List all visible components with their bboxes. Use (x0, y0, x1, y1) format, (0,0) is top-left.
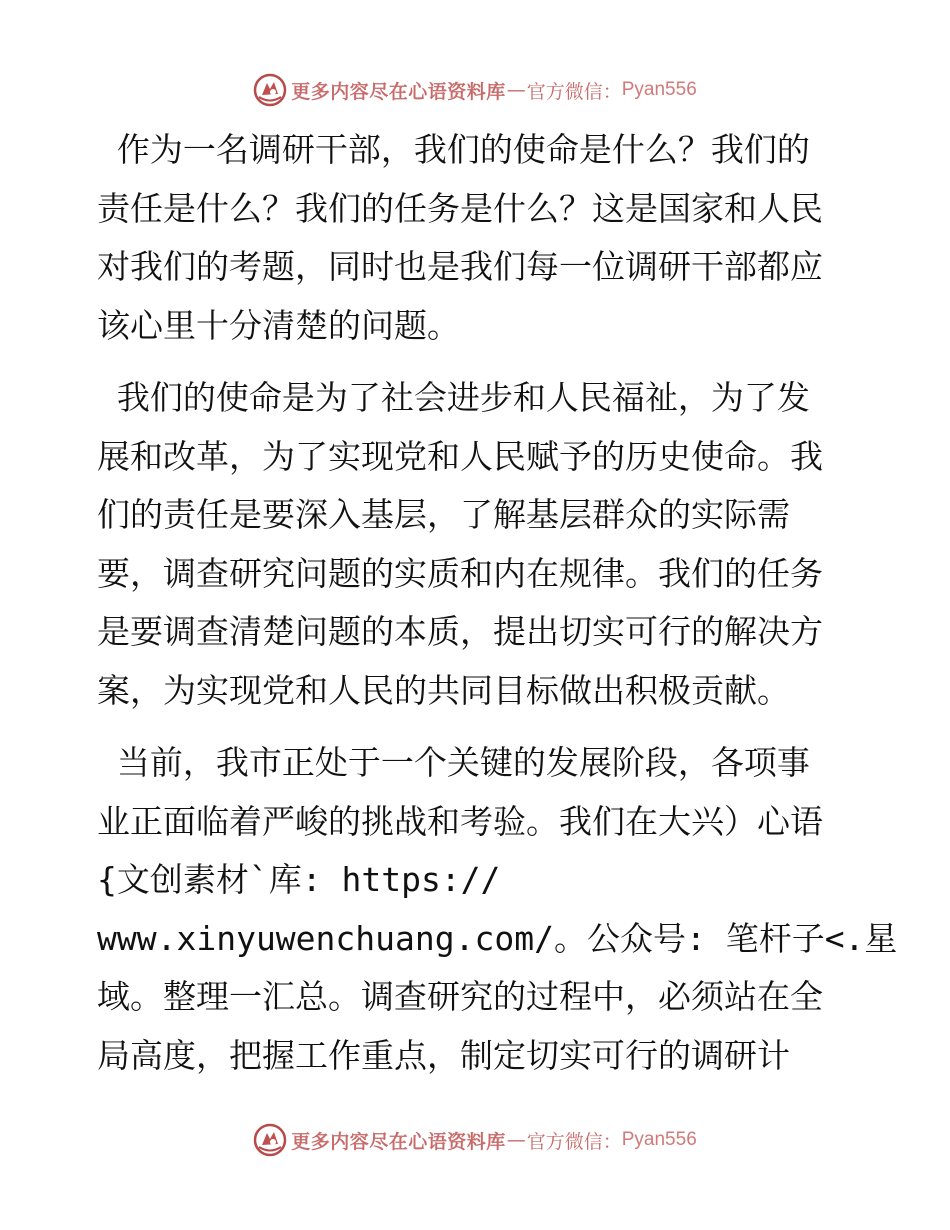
fox-logo-icon (253, 73, 287, 107)
text-line: 域。整理一汇总。调查研究的过程中，必须站在全 (97, 977, 823, 1016)
paragraph-1 (97, 121, 849, 355)
banner-dash: — (506, 79, 526, 101)
text-line: {文创素材`库: https:// (97, 860, 501, 899)
text-line: 是要调查清楚问题的本质，提出切实可行的解决方 (97, 612, 823, 651)
text-line: 责任是什么？我们的任务是什么？这是国家和人民 (97, 188, 823, 228)
banner-wechat-label: 官方微信： (526, 80, 622, 103)
text-line: 案，为实现党和人民的共同目标做出积极贡献。 (97, 670, 790, 710)
text-line: 我们的使命是为了社会进步和人民福祉，为了发 (97, 378, 810, 417)
banner-wechat-id: Pyan556 (621, 79, 697, 100)
fox-logo-icon (253, 1123, 287, 1157)
text-line: 们的责任是要深入基层，了解基层群众的实际需 (97, 495, 790, 534)
banner-brand-text: 更多内容尽在心语资料库 (291, 80, 506, 103)
body-text (97, 121, 898, 1099)
paragraph-3 (97, 734, 898, 1085)
footer-banner (0, 1122, 950, 1158)
text-line: 局高度，把握工作重点，制定切实可行的调研计 (97, 1035, 790, 1075)
text-line: 该心里十分清楚的问题。 (97, 305, 460, 345)
text-line: 当前，我市正处于一个关键的发展阶段，各项事 (97, 743, 810, 782)
paragraph-2 (97, 369, 849, 720)
text-line: 对我们的考题，同时也是我们每一位调研干部都应 (97, 247, 823, 286)
text-line: 要，调查研究问题的实质和内在规律。我们的任务 (97, 553, 823, 593)
header-banner (0, 72, 950, 108)
banner-wechat-label: 官方微信： (526, 1130, 622, 1153)
banner-wechat-id: Pyan556 (621, 1129, 697, 1150)
text-line: 业正面临着严峻的挑战和考验。我们在大兴）心语 (97, 801, 823, 841)
text-line: www.xinyuwenchuang.com/。公众号: 笔杆子<.星 (97, 918, 898, 958)
banner-brand-text: 更多内容尽在心语资料库 (291, 1130, 506, 1153)
text-line: 展和改革，为了实现党和人民赋予的历史使命。我 (97, 436, 823, 476)
banner-dash: — (506, 1129, 526, 1151)
text-line: 作为一名调研干部，我们的使命是什么？我们的 (97, 130, 810, 169)
